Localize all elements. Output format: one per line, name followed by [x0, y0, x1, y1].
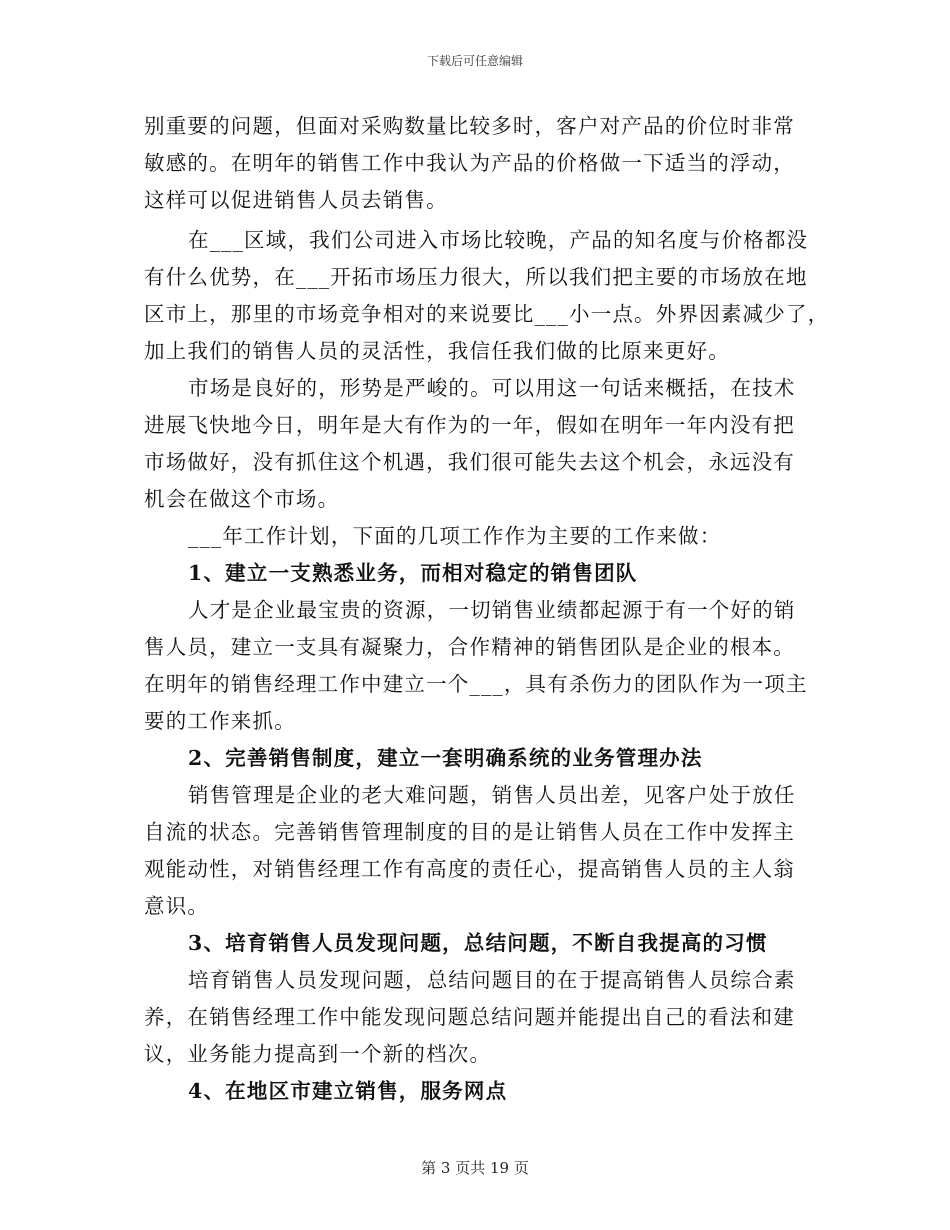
body-line: 市场是良好的，形势是严峻的。可以用这一句话来概括，在技术	[188, 376, 796, 400]
body-line: 有什么优势，在___开拓市场压力很大，所以我们把主要的市场放在地	[144, 265, 808, 289]
body-line: 加上我们的销售人员的灵活性，我信任我们做的比原来更好。	[144, 339, 730, 363]
body-line: 别重要的问题，但面对采购数量比较多时，客户对产品的价位时非常	[144, 114, 795, 138]
body-line: 售人员，建立一支具有凝聚力，合作精神的销售团队是企业的根本。	[144, 635, 795, 659]
body-line: 销售管理是企业的老大难问题，销售人员出差，见客户处于放任	[188, 783, 796, 807]
section-heading: 2、完善销售制度，建立一套明确系统的业务管理办法	[188, 746, 703, 770]
section-heading: 3、培育销售人员发现问题，总结问题，不断自我提高的习惯	[188, 931, 768, 955]
body-line: 培育销售人员发现问题，总结问题目的在于提高销售人员综合素	[188, 968, 796, 992]
body-line: 要的工作来抓。	[144, 709, 296, 733]
body-line: 区市上，那里的市场竞争相对的来说要比___小一点。外界因素减少了，	[144, 302, 830, 326]
page-header: 下载后可任意编辑	[426, 54, 523, 68]
body-line: ___年工作计划，下面的几项工作作为主要的工作来做：	[188, 524, 722, 548]
body-line: 进展飞快地今日，明年是大有作为的一年，假如在明年一年内没有把	[144, 413, 795, 437]
section-heading: 1、建立一支熟悉业务，而相对稳定的销售团队	[188, 561, 638, 585]
body-line: 养，在销售经理工作中能发现问题总结问题并能提出自己的看法和建	[144, 1005, 795, 1029]
body-line: 机会在做这个市场。	[144, 487, 340, 511]
body-line: 敏感的。在明年的销售工作中我认为产品的价格做一下适当的浮动，	[144, 151, 795, 175]
body-line: 在___区域，我们公司进入市场比较晚，产品的知名度与价格都没	[188, 228, 809, 252]
body-line: 议，业务能力提高到一个新的档次。	[144, 1042, 492, 1066]
body-line: 意识。	[144, 894, 210, 918]
body-line: 在明年的销售经理工作中建立一个___，具有杀伤力的团队作为一项主	[144, 672, 808, 696]
body-line: 观能动性，对销售经理工作有高度的责任心，提高销售人员的主人翁	[144, 857, 795, 881]
body-line: 市场做好，没有抓住这个机遇，我们很可能失去这个机会，永远没有	[144, 450, 795, 474]
page-footer: 第 3 页共 19 页	[421, 1159, 529, 1177]
body-line: 自流的状态。完善销售管理制度的目的是让销售人员在工作中发挥主	[144, 820, 795, 844]
section-heading: 4、在地区市建立销售，服务网点	[188, 1079, 508, 1103]
body-line: 人才是企业最宝贵的资源，一切销售业绩都起源于有一个好的销	[188, 598, 796, 622]
body-line: 这样可以促进销售人员去销售。	[144, 188, 448, 212]
